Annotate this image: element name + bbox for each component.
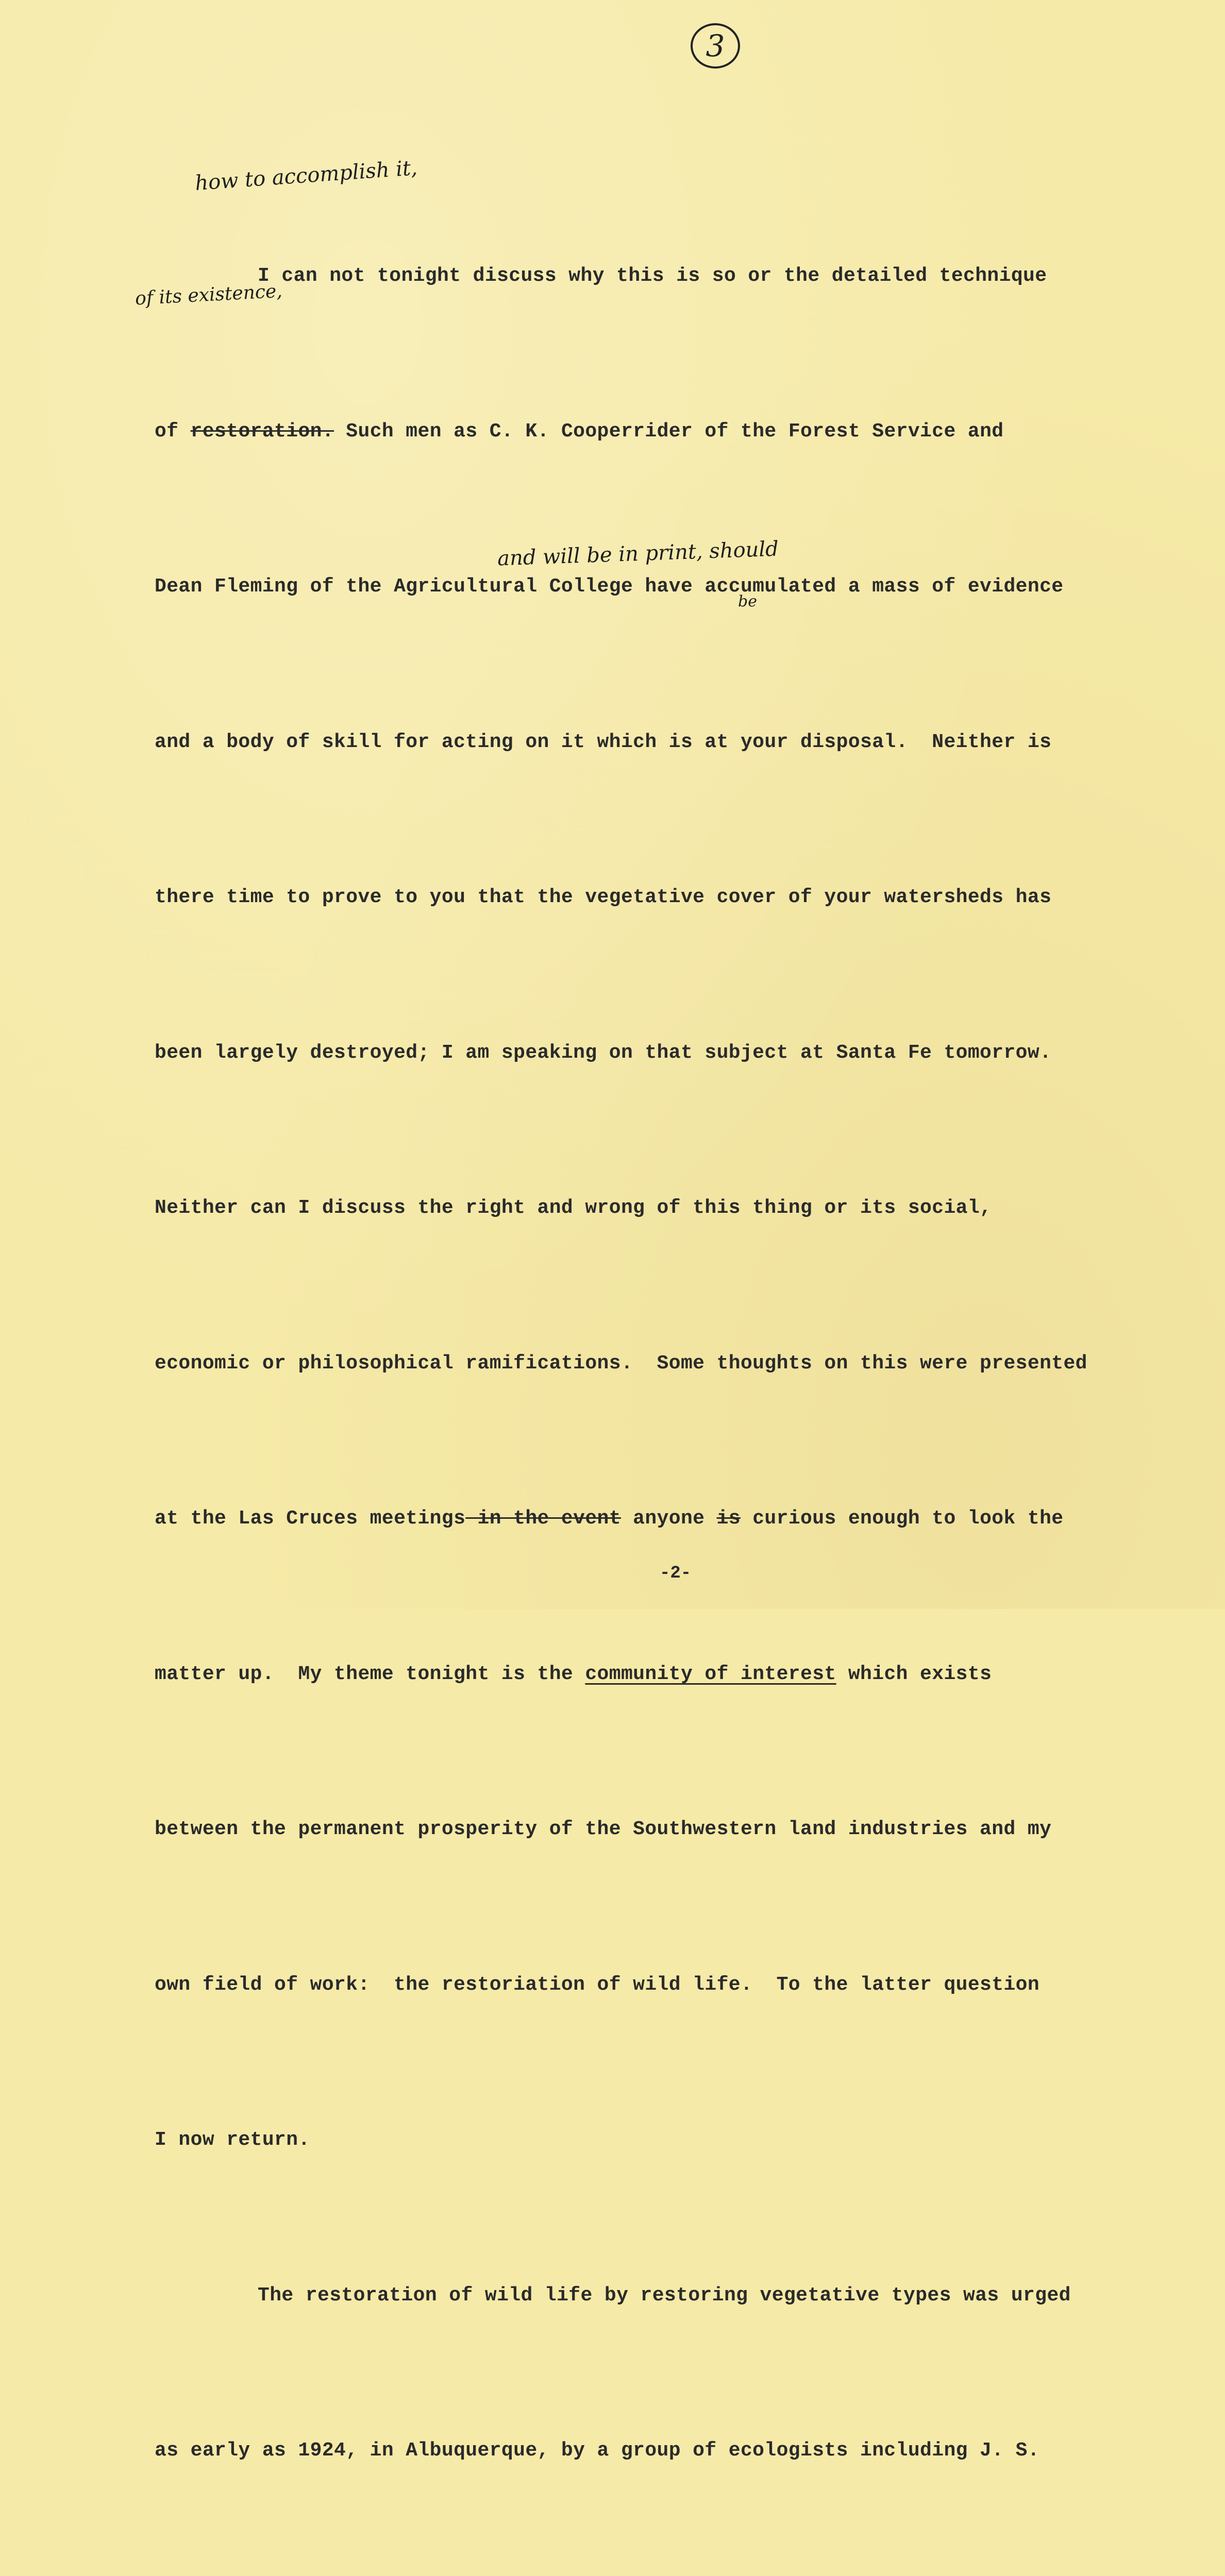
text-line	[155, 717, 1175, 769]
text-line	[155, 1493, 1175, 1545]
struck-text: restoration.	[190, 420, 334, 443]
line-text: curious enough to look the	[741, 1507, 1064, 1530]
line-text: Such men as C. K. Cooperrider of the Forest Service and	[334, 420, 1004, 443]
line-text: been largely destroyed; I am speaking on that subject at Santa Fe tomorrow.	[155, 1041, 1052, 1064]
line-text: Dean Fleming of the Agricultural College have accumulated a mass of evidence	[155, 575, 1064, 598]
struck-text: is	[716, 1507, 741, 1530]
line-text: between the permanent prosperity of the Southwestern land industries and my	[155, 1818, 1052, 1840]
text-line	[155, 1182, 1175, 1234]
text-line	[155, 1338, 1175, 1390]
line-text: economic or philosophical ramifications. Some thoughts on this were presented	[155, 1352, 1087, 1375]
line-text: as early as 1924, in Albuquerque, by a group of ecologists including J. S.	[155, 2439, 1040, 2462]
line-text: I now return.	[155, 2129, 310, 2151]
line-text: The restoration of wild life by restoring vegetative types was urged	[258, 2284, 1071, 2307]
underlined-text: community of interest	[585, 1663, 836, 1685]
handwritten-annotation-existence: of its existence,	[135, 280, 283, 310]
line-text: of	[155, 420, 191, 443]
text-line	[155, 2114, 1175, 2166]
text-line	[155, 1804, 1175, 1856]
text-line	[155, 1649, 1175, 1701]
text-line	[155, 2270, 1175, 2322]
struck-text: in the event	[465, 1507, 621, 1530]
text-line	[155, 1959, 1175, 2011]
typed-letter-body	[155, 147, 1175, 2576]
handwritten-annotation-be: be	[738, 592, 757, 611]
text-line	[155, 2425, 1175, 2477]
line-text: there time to prove to you that the vegetative cover of your watersheds has	[155, 886, 1052, 908]
line-text: matter up. My theme tonight is the	[155, 1663, 585, 1685]
text-line	[155, 406, 1175, 458]
line-text: which exists	[836, 1663, 992, 1685]
page-footer-number: -2-	[660, 1564, 692, 1583]
line-text: at the Las Cruces meetings	[155, 1507, 466, 1530]
text-line	[155, 250, 1175, 302]
line-text: anyone	[620, 1507, 717, 1530]
handwritten-annotation-how-to: how to accomplish it,	[194, 156, 418, 196]
text-line	[155, 561, 1175, 613]
text-line	[155, 872, 1175, 924]
line-text: Neither can I discuss the right and wrong of this thing or its social,	[155, 1197, 992, 1219]
circled-page-number: 3	[691, 23, 740, 69]
line-text: own field of work: the restoriation of wild life. To the latter question	[155, 1973, 1040, 1996]
text-line	[155, 1027, 1175, 1079]
handwritten-annotation-printed: and will be in print, should	[497, 537, 779, 571]
line-text: and a body of skill for acting on it which is at your disposal. Neither is	[155, 731, 1052, 753]
line-text: I can not tonight discuss why this is so or the detailed technique	[258, 265, 1047, 287]
